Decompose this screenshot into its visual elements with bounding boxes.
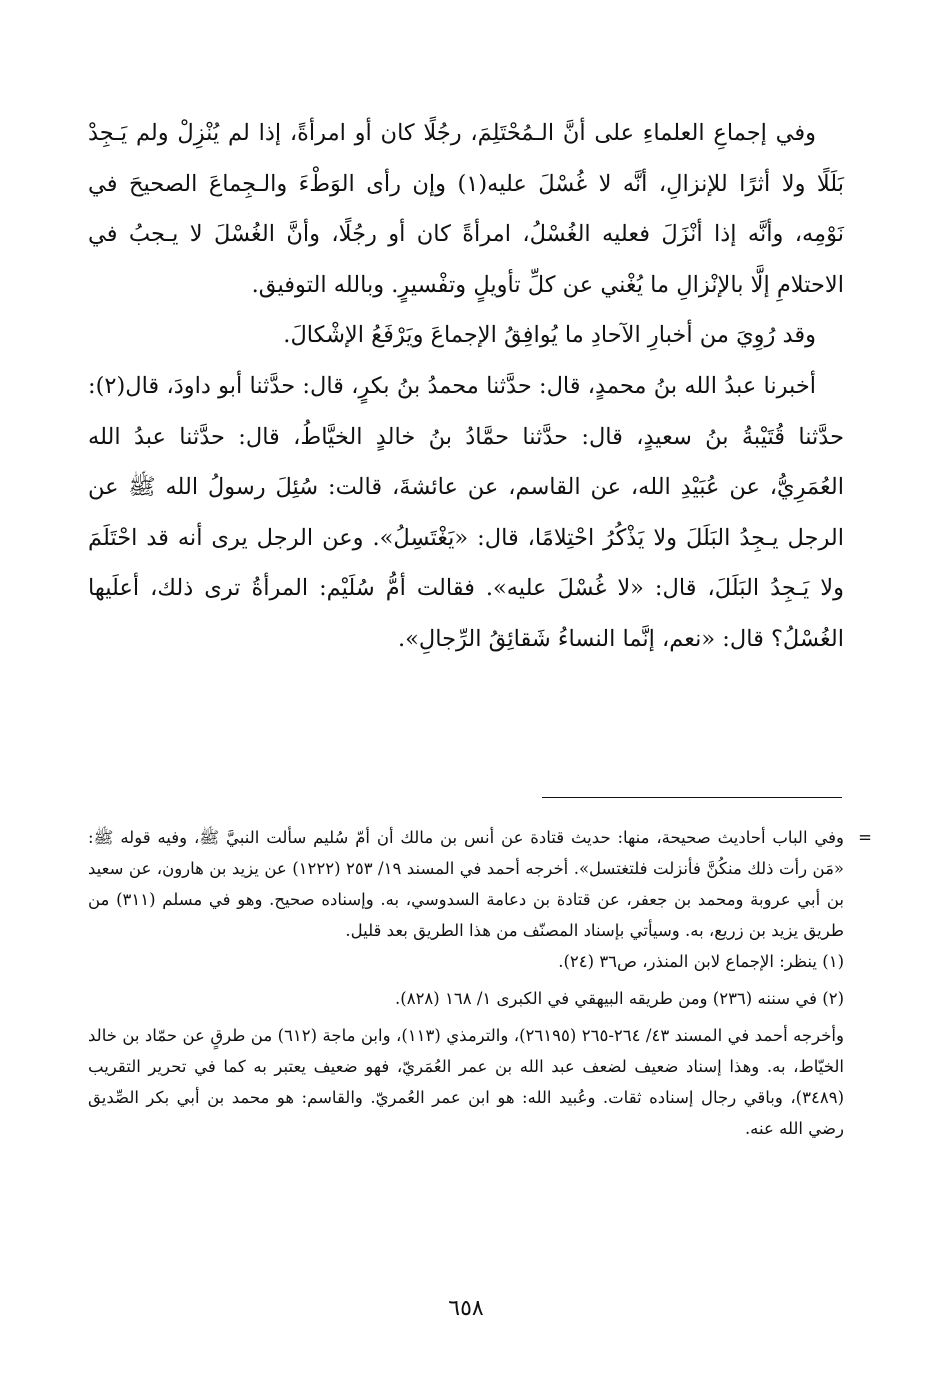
paragraph-ijma: وفي إجماعِ العلماءِ على أنَّ الـمُحْتَلِمَ، رجُلًا كان أو امرأةً، إذا لم يُنْزِلْ ولم يَـجِدْ بَلَلًا ولا أثرًا للإنزالِ، أنَّه لا غُسْلَ عليه(١) وإن رأى الوَطْءَ والـجِماعَ الصحيحَ في نَوْمِه، وأنَّه إذا أنْزَلَ فعليه الغُسْلُ، امرأةً كان أو رجُلًا، وأنَّ الغُسْلَ لا يـجبُ في الاحتلامِ إلَّا بالإنْزالِ ما يُغْني عن كلِّ تأويلٍ وتفْسيرٍ. وبالله التوفيق. bbox=[88, 120, 845, 298]
paragraph-ahad: وقد رُوِيَ من أخبارِ الآحادِ ما يُوافِقُ الإجماعَ ويَرْفَعُ الإشْكالَ. bbox=[283, 322, 816, 349]
footnote-2-continuation: وأخرجه أحمد في المسند ٤٣/ ٢٦٤-٢٦٥ (٢٦١٩٥)، والترمذي (١١٣)، وابن ماجة (٦١٢) من طرقٍ عن حمّاد بن خالد الخيّاط، به. وهذا إسناد ضعيف لضعف عبد الله بن عمر العُمَريّ، فهو ضعيف يعتبر به كما في تحرير التقريب (٣٤٨٩)، وباقي رجال إسناده ثقات. وعُبيد الله: هو ابن عمر العُمريّ. والقاسم: هو محمد بن أبي بكر الصِّديق رضي الله عنه. bbox=[88, 1026, 844, 1138]
page-number: ٦٥٨ bbox=[448, 1296, 484, 1321]
footnotes bbox=[88, 822, 872, 1144]
footnote-1: (١) ينظر: الإجماع لابن المنذر، ص٣٦ (٢٤). bbox=[558, 952, 844, 971]
continuation-marker: = bbox=[858, 828, 872, 847]
paragraph-hadith: أخبرنا عبدُ الله بنُ محمدٍ، قال: حدَّثنا محمدُ بنُ بكرٍ، قال: حدَّثنا أبو داودَ، قال(٢): حدَّثنا قُتَيْبةُ بنُ سعيدٍ، قال: حدَّثنا حمَّادُ بنُ خالدٍ الخيَّاطُ، قال: حدَّثنا عبدُ الله العُمَرِيُّ، عن عُبَيْدِ الله، عن القاسم، عن عائشةَ، قالت: سُئِلَ رسولُ الله ﷺ عن الرجل يـجِدُ البَلَلَ ولا يَذْكُرُ احْتِلامًا، قال: «يَغْتَسِلُ». وعن الرجل يرى أنه قد احْتَلَمَ ولا يَـجِدُ البَلَلَ، قال: «لا غُسْلَ عليه». فقالت أمُّ سُلَيْم: المرأةُ ترى ذلك، أعلَيها الغُسْلُ؟ قال: «نعم، إنَّما النساءُ شَقائِقُ الرِّجالِ». bbox=[88, 372, 844, 652]
footnote-continuation bbox=[88, 822, 872, 946]
footnote-continuation-text: وفي الباب أحاديث صحيحة، منها: حديث قتادة عن أنس بن مالك أن أمّ سُليم سألت النبيَّ ﷺ، وفيه قوله ﷺ: «مَن رأت ذلك منكُنَّ فأنزلت فلتغتسل». أخرجه أحمد في المسند ١٩/ ٢٥٣ (١٢٢٢) عن يزيد بن هارون، عن سعيد بن أبي عروبة ومحمد بن جعفر، عن قتادة بن دعامة السدوسي، به. وإسناده صحيح. وهو في مسلم (٣١١) من طريق يزيد بن زريع، به. وسيأتي بإسناد المصنّف من هذا الطريق بعد قليل. bbox=[88, 828, 845, 940]
footnote-separator bbox=[542, 797, 842, 798]
main-text bbox=[88, 108, 844, 665]
footnote-2: (٢) في سننه (٢٣٦) ومن طريقه البيهقي في الكبرى ١/ ١٦٨ (٨٢٨). bbox=[395, 989, 844, 1008]
